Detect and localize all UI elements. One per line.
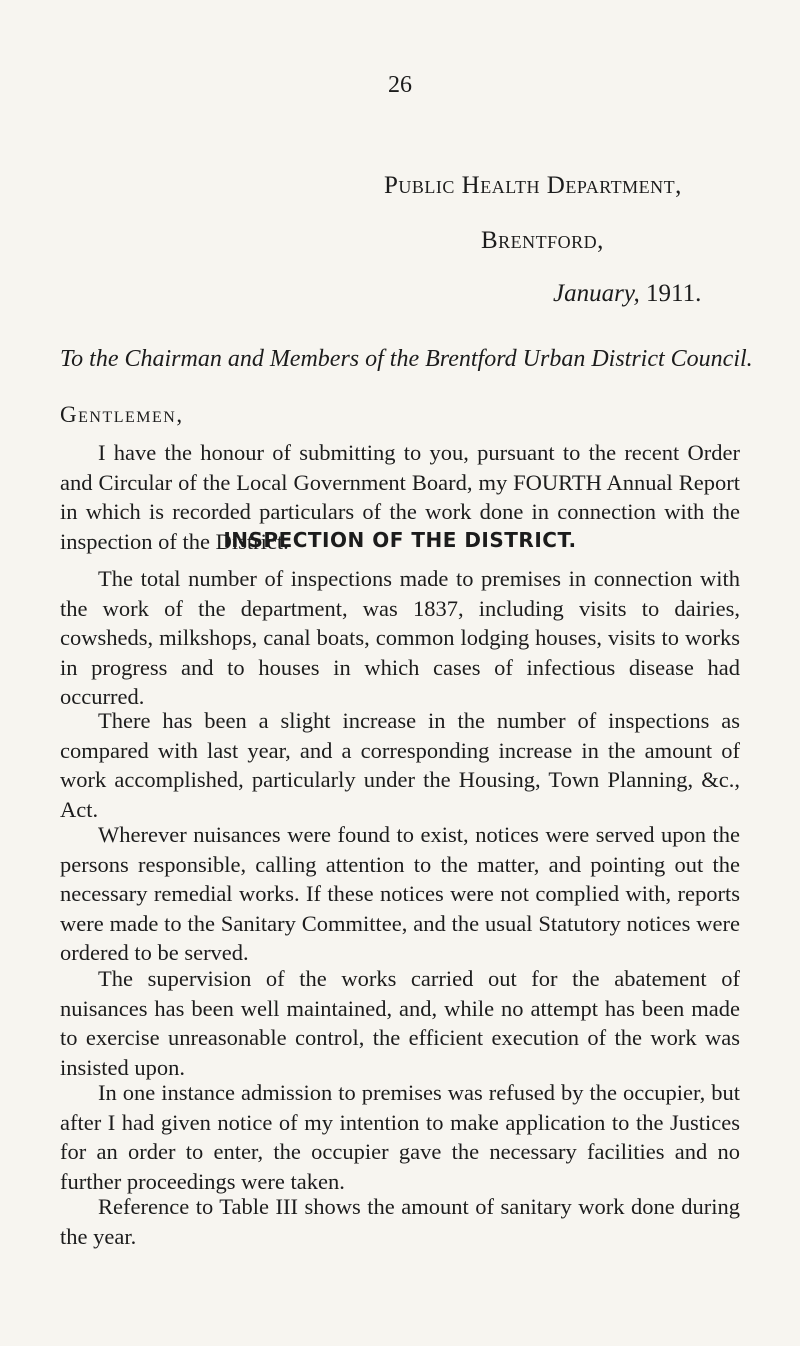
paragraph-table-reference: Reference to Table III shows the amount of sanitary work done during the year.	[60, 1194, 740, 1249]
page-number: 26	[388, 72, 412, 98]
date-year: 1911.	[646, 280, 702, 307]
letter-date	[553, 280, 701, 308]
section-heading: INSPECTION OF THE DISTRICT.	[223, 528, 577, 552]
addressee-line: To the Chairman and Members of the Brentford Urban District Council.	[60, 346, 753, 372]
department-heading: Public Health Department,	[384, 172, 682, 199]
paragraph-supervision: The supervision of the works carried out for the abatement of nuisances has been well maintained, and, while no attempt has been made to exercise unreasonable control, the efficient execution of the work was insisted upon.	[60, 966, 740, 1080]
town-heading: Brentford,	[481, 227, 604, 254]
paragraph-admission-refused: In one instance admission to premises was refused by the occupier, but after I had given notice of my intention to make application to the Justices for an order to enter, the occupier gave the necessary facilities and no further proceedings were taken.	[60, 1080, 740, 1194]
date-month: January,	[553, 280, 640, 307]
intro-paragraph: I have the honour of submitting to you, pursuant to the recent Order and Circular of the Local Government Board, my FOURTH Annual Report in which is recorded particulars of the work done in connection with the inspection of the District.	[60, 440, 740, 554]
paragraph-inspections-total: The total number of inspections made to premises in connection with the work of the department, was 1837, including visits to dairies, cowsheds, milkshops, canal boats, common lodging houses, visits to works in progress and to houses in which cases of infectious disease had occurred.	[60, 566, 740, 709]
paragraph-nuisance-notices: Wherever nuisances were found to exist, notices were served upon the persons responsible, calling attention to the matter, and pointing out the necessary remedial works. If these notices were not complied with, reports were made to the Sanitary Committee, and the usual Statutory notices were ordered to be served.	[60, 822, 740, 965]
salutation: Gentlemen,	[60, 402, 184, 427]
paragraph-increase: There has been a slight increase in the number of inspections as compared with last year, and a corresponding increase in the amount of work accomplished, particularly under the Housing, Town Planning, &c., Act.	[60, 708, 740, 822]
